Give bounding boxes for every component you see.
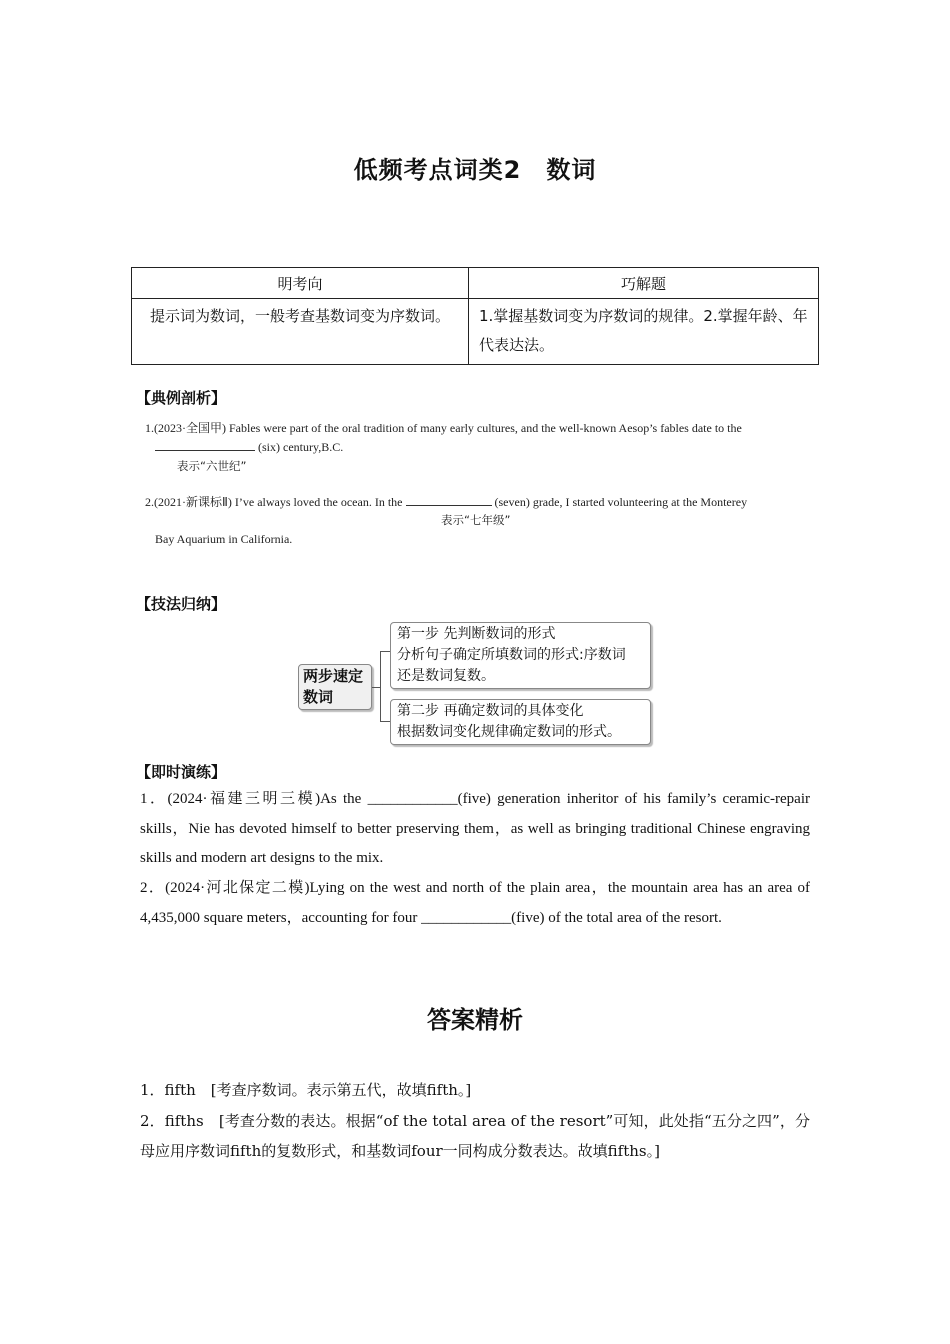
diagram-main-box: 两步速定数词 [298,664,372,710]
table-header-exam-focus: 明考向 [132,268,469,299]
example-1-line1: 1.(2023·全国甲) Fables were part of the oral tradition of many early cultures, and the well-known Aesop’s fables date to the [145,421,742,435]
step1-line3: 还是数词复数。 [397,668,495,684]
example-2-line1 [145,493,747,510]
example-1-line2 [155,439,343,455]
answers-title: 答案精析 [427,1006,523,1034]
answer-2: 2．fifths [考查分数的表达。根据“of the total area of the resort”可知，此处指“五分之四”，分母应用序数词fifth的复数形式，和基数词four一同构成分数表达。故填fifths。] [140,1112,810,1160]
example-2-note: 表示“七年级” [441,513,511,527]
step2-line1: 第二步 再确定数词的具体变化 [397,703,584,719]
diagram-branch-2 [380,721,390,722]
example-2-pre: 2.(2021·新课标Ⅱ) I’ve always loved the ocean. In the [145,495,403,509]
step2-line2: 根据数词变化规律确定数词的形式。 [397,724,621,740]
diagram-bracket [380,651,381,721]
practice-question-1: 1．(2024·福建三明三模)As the ____________(five) generation inheritor of his family’s ceramic-repair skills，Nie has devoted himself to better preserving them，as well as bringing traditional Chinese engraving skills and modern art designs to the mix. [140,791,810,866]
practice-question-2: 2．(2024·河北保定二模)Lying on the west and north of the plain area，the mountain area has an area of 4,435,000 square meters，accounting for four ____________(five) of the total area of the resort. [140,880,810,926]
blank-seven [406,494,492,506]
diagram-connector [372,687,380,688]
answer-1: 1．fifth [考查序数词。表示第五代，故填fifth。] [140,1081,472,1099]
diagram-branch-1 [380,651,390,652]
table-cell-exam-focus: 提示词为数词，一般考查基数词变为序数词。 [132,299,469,365]
table-cell-solution: 1.掌握基数词变为序数词的规律。2.掌握年龄、年代表达法。 [469,299,819,365]
step1-line1: 第一步 先判断数词的形式 [397,626,556,642]
page-title: 低频考点词类2 数词 [353,156,597,184]
diagram-step1-box [390,622,651,689]
section-examples: 【典例剖析】 [136,389,227,407]
section-practice: 【即时演练】 [136,763,227,781]
info-table [131,267,819,365]
example-1-hint: (six) century,B.C. [258,440,344,454]
example-1-note: 表示“六世纪” [177,459,247,473]
step1-line2: 分析句子确定所填数词的形式:序数词 [397,647,626,663]
example-2-post: (seven) grade, I started volunteering at the Monterey [494,495,748,509]
blank-six [155,439,255,451]
example-2-line2: Bay Aquarium in California. [155,532,293,546]
table-header-solution: 巧解题 [469,268,819,299]
diagram-step2-box [390,699,651,745]
section-method: 【技法归纳】 [136,595,227,613]
